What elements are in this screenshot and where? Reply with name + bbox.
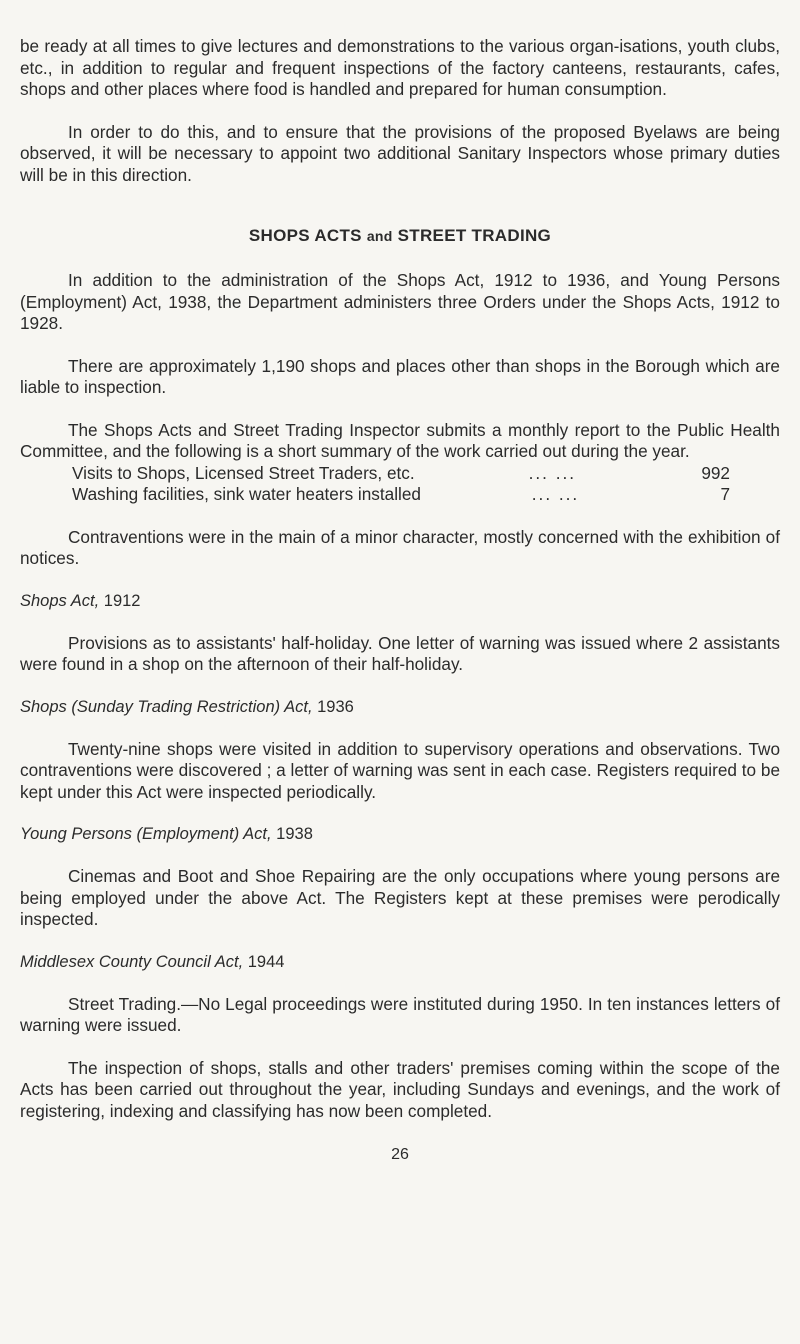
closing-paragraph: The inspection of shops, stalls and other traders' premises coming within the scope of the Acts has been carried out throughout the year, including Sundays and evenings, and the work of registering, indexing and classifying has now been completed. — [20, 1057, 780, 1121]
act-title-young-persons — [20, 824, 780, 845]
section-paragraph-2: There are approximately 1,190 shops and places other than shops in the Borough which are liable to inspection. — [20, 355, 780, 397]
intro-paragraph-1: be ready at all times to give lectures and demonstrations to the various organ-isations, youth clubs, etc., in addition to regular and frequent inspections of the factory canteens, restaurants, cafes, shops and other places where food is handled and prepared for human consumption. — [20, 36, 780, 99]
stat-row-visits — [20, 463, 780, 485]
act-title-shops-1912 — [20, 591, 780, 612]
stat-leader: ... ... — [528, 462, 577, 483]
section-paragraph-1: In addition to the administration of the Shops Act, 1912 to 1936, and Young Persons (Employment) Act, 1938, the Department administers three Orders under the Shops Acts, 1912 to 1928. — [20, 270, 780, 333]
act-text-sunday-trading: Twenty-nine shops were visited in addition to supervisory operations and observations. Two contraventions were discovered ; a letter of warning was sent in each case. Registers required to be kept under this Act were inspected periodically. — [20, 738, 780, 802]
act-year: 1936 — [312, 697, 354, 716]
act-title-italic: Shops Act, — [20, 591, 100, 610]
act-text-young-persons: Cinemas and Boot and Shoe Repairing are the only occupations where young persons are being employed under the above Act. The Registers kept at these premises were perodically inspected. — [20, 866, 780, 929]
stat-label: Visits to Shops, Licensed Street Traders, etc. — [72, 462, 415, 483]
act-text-shops-1912: Provisions as to assistants' half-holiday. One letter of warning was issued where 2 assistants were found in a shop on the afternoon of their half-holiday. — [20, 632, 780, 674]
act-title-sunday-trading — [20, 697, 780, 718]
stat-leader: ... ... — [531, 484, 580, 504]
act-text-middlesex: Street Trading.—No Legal proceedings were instituted during 1950. In ten instances letters of warning were issued. — [20, 993, 780, 1035]
act-title-middlesex — [20, 952, 780, 973]
intro-paragraph-2: In order to do this, and to ensure that the provisions of the proposed Byelaws are being observed, it will be necessary to appoint two additional Sanitary Inspectors whose primary duties will be in this direction. — [20, 121, 780, 185]
heading-part-2: STREET TRADING — [397, 226, 552, 245]
section-heading — [20, 226, 780, 246]
stat-value: 992 — [701, 462, 730, 483]
section-paragraph-4: Contraventions were in the main of a minor character, mostly concerned with the exhibition of notices. — [20, 526, 780, 568]
stat-label: Washing facilities, sink water heaters installed — [72, 484, 421, 504]
section-paragraph-3: The Shops Acts and Street Trading Inspector submits a monthly report to the Public Health Committee, and the following is a short summary of the work carried out during the year. — [20, 419, 780, 461]
act-title-italic: Shops (Sunday Trading Restriction) Act, — [20, 697, 313, 716]
heading-and: and — [366, 228, 393, 244]
stat-row-washing — [20, 484, 780, 506]
act-title-italic: Middlesex County Council Act, — [20, 952, 244, 971]
act-title-italic: Young Persons (Employment) Act, — [20, 825, 272, 843]
stat-value: 7 — [720, 484, 730, 504]
act-year: 1938 — [271, 825, 313, 843]
act-year: 1912 — [99, 591, 141, 610]
page-number: 26 — [391, 1146, 409, 1163]
heading-part-1: SHOPS ACTS — [248, 226, 362, 245]
act-year: 1944 — [243, 952, 285, 971]
